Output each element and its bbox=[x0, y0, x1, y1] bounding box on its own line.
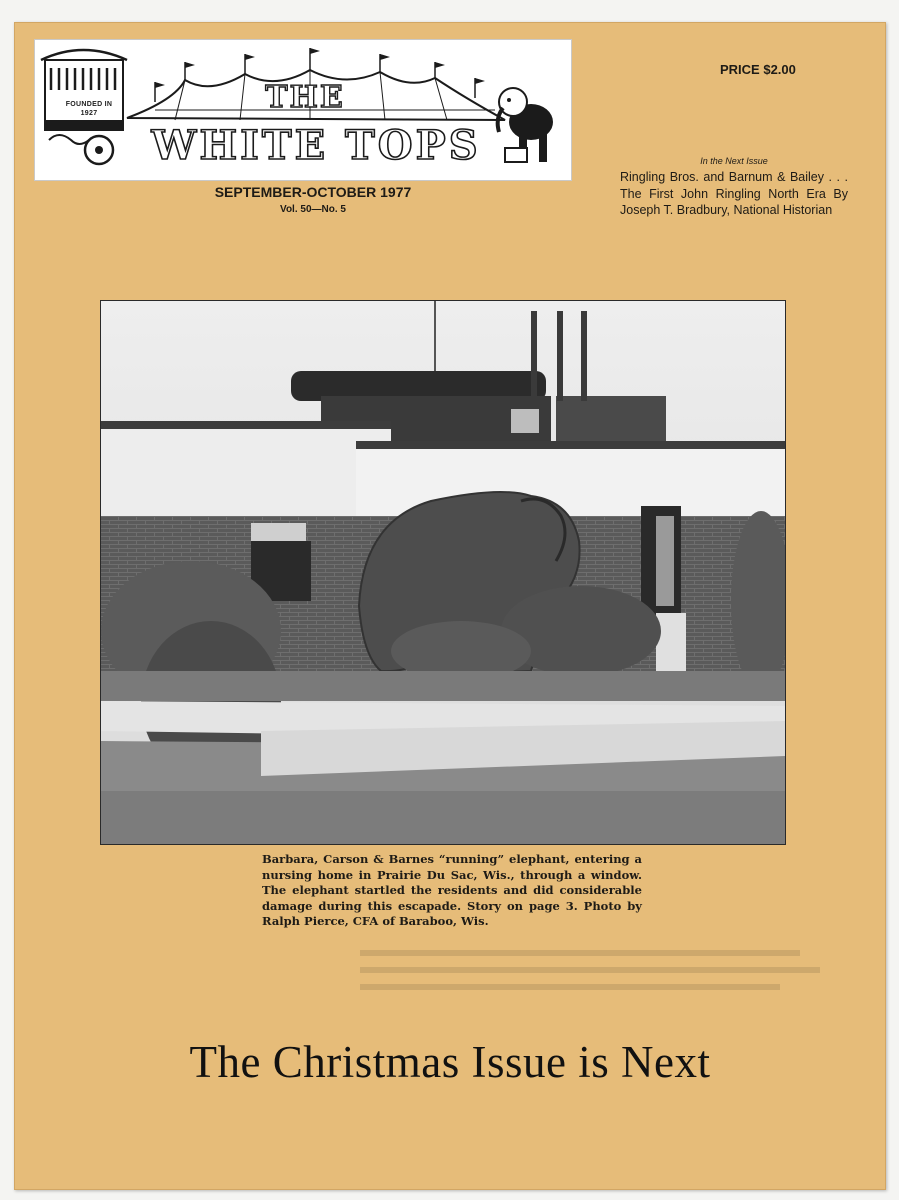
masthead-the: THE bbox=[265, 80, 345, 115]
issue-date: SEPTEMBER-OCTOBER 1977 bbox=[214, 184, 412, 200]
elephant-photo-illustration bbox=[101, 301, 785, 844]
masthead-logo bbox=[34, 39, 572, 181]
cover-photo bbox=[100, 300, 786, 845]
headline: The Christmas Issue is Next bbox=[189, 1037, 711, 1087]
founded-label: FOUNDED IN 1927 bbox=[65, 101, 113, 117]
issue-volume: Vol. 50—No. 5 bbox=[280, 204, 346, 215]
next-issue-text: Ringling Bros. and Barnum & Bailey . . . The First John Ringling North Era By Joseph T. Bradbury, National Historian bbox=[620, 170, 848, 217]
bleed-through-text bbox=[360, 945, 820, 1005]
masthead-title: WHITE TOPS bbox=[151, 122, 481, 169]
price-label: PRICE $2.00 bbox=[720, 62, 796, 77]
photo-caption: Barbara, Carson & Barnes “running” elephant, entering a nursing home in Prairie Du Sac, Wis., through a window. The elephant startled the residents and did considerable damage during this escapade. Story on page 3. Photo by Ralph Pierce, CFA of Baraboo, Wis. bbox=[262, 852, 642, 928]
next-issue-label: In the Next Issue bbox=[700, 156, 768, 166]
